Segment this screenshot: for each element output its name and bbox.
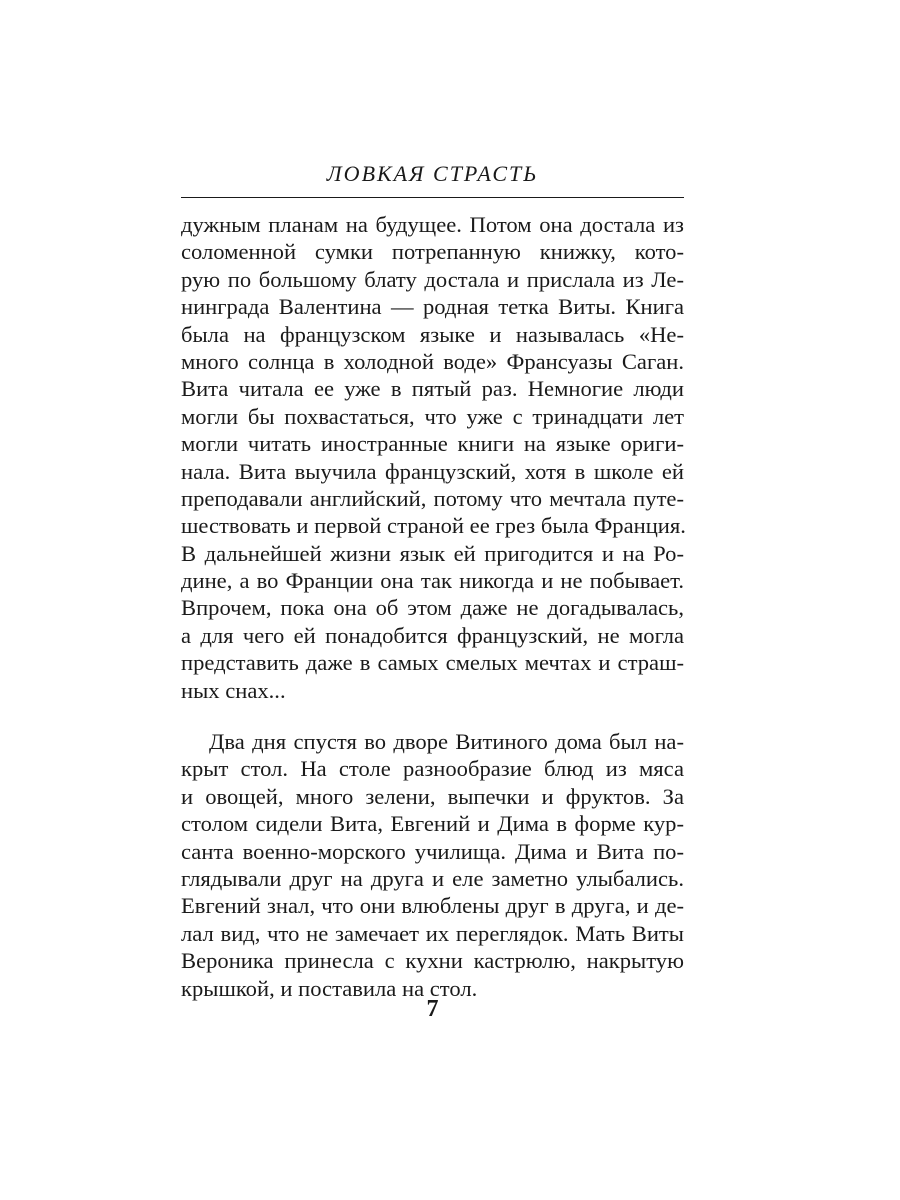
text-line: крышкой, и поставила на стол. bbox=[181, 975, 478, 1001]
text-line: и овощей, много зелени, выпечки и фруктов. За bbox=[181, 783, 684, 809]
text-line: рую по большому блату достала и прислала из Ле- bbox=[181, 266, 684, 292]
text-line: дужным планам на будущее. Потом она достала из bbox=[181, 212, 684, 237]
text-line: шествовать и первой страной ее грез была Франция. bbox=[181, 513, 686, 539]
running-head bbox=[181, 160, 684, 198]
text-line: глядывали друг на друга и еле заметно улыбались. bbox=[181, 865, 684, 891]
text-line: Евгений знал, что они влюблены друг в друга, и де- bbox=[181, 893, 684, 919]
text-line: В дальнейшей жизни язык ей пригодится и на Ро- bbox=[181, 540, 684, 566]
text-line: ных снах... bbox=[181, 677, 286, 703]
text-line: лал вид, что не замечает их переглядок. Мать Виты bbox=[181, 920, 684, 946]
running-head-title: ЛОВКАЯ СТРАСТЬ bbox=[326, 161, 539, 186]
paragraph-1 bbox=[181, 211, 684, 704]
text-line: крыт стол. На столе разнообразие блюд из мяса bbox=[181, 756, 684, 782]
text-line: Вероника принесла с кухни кастрюлю, накрытую bbox=[181, 948, 684, 974]
section-break bbox=[181, 704, 684, 728]
text-line: нинграда Валентина — родная тетка Виты. Книга bbox=[181, 294, 684, 320]
body-text bbox=[181, 211, 684, 1002]
text-line: соломенной сумки потрепанную книжку, кото- bbox=[181, 239, 684, 265]
text-line: представить даже в самых смелых мечтах и страш- bbox=[181, 650, 684, 676]
text-line: была на французском языке и называлась «Не- bbox=[181, 321, 684, 347]
text-line: санта военно-морского училища. Дима и Вита по- bbox=[181, 838, 684, 864]
page-number: 7 bbox=[426, 996, 439, 1022]
text-line: Впрочем, пока она об этом даже не догадывалась, bbox=[181, 595, 684, 621]
text-line: столом сидели Вита, Евгений и Дима в форме кур- bbox=[181, 811, 684, 837]
text-line: а для чего ей понадобится французский, не могла bbox=[181, 622, 684, 648]
text-line: дине, а во Франции она так никогда и не побывает. bbox=[181, 568, 684, 594]
text-line: Вита читала ее уже в пятый раз. Немногие люди bbox=[181, 376, 684, 402]
paragraph-2 bbox=[181, 728, 684, 1002]
text-line: могли бы похвастаться, что уже с тринадцати лет bbox=[181, 403, 684, 429]
text-line: много солнца в холодной воде» Франсуазы Саган. bbox=[181, 348, 684, 374]
text-line: нала. Вита выучила французский, хотя в школе ей bbox=[181, 458, 684, 484]
text-line: могли читать иностранные книги на языке ориги- bbox=[181, 431, 684, 457]
book-page bbox=[181, 160, 686, 1022]
text-line: Два дня спустя во дворе Витиного дома был на- bbox=[209, 729, 684, 755]
text-line: преподавали английский, потому что мечтала путе- bbox=[181, 485, 684, 511]
